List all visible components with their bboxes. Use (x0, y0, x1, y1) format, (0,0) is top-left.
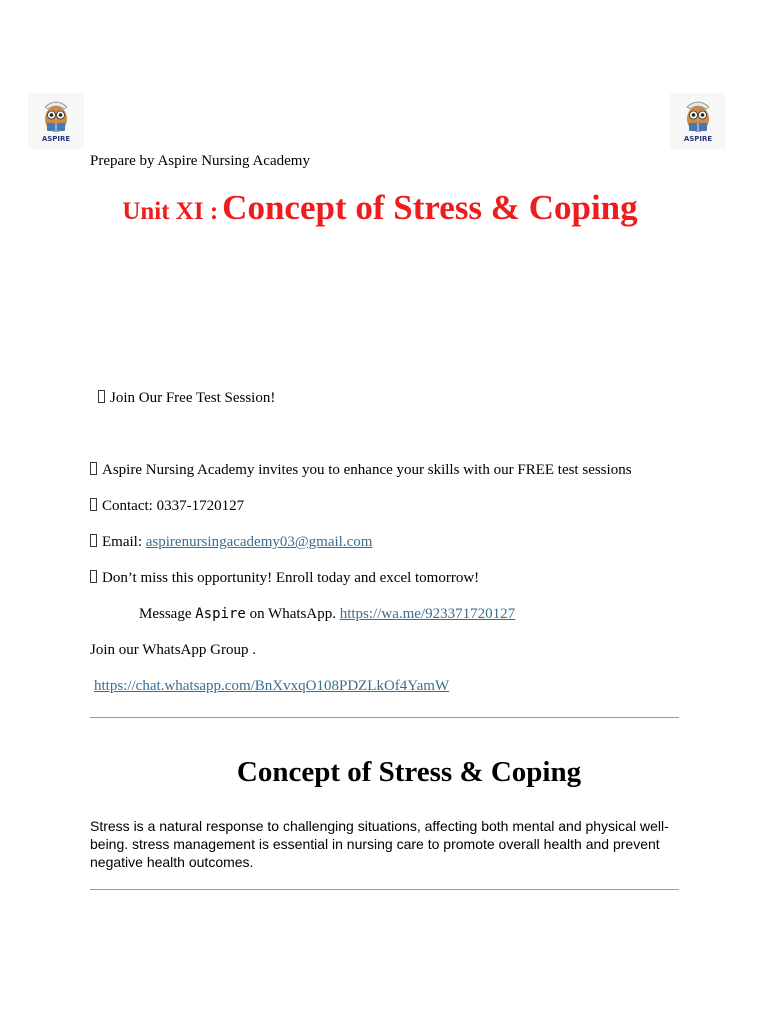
unit-name: Concept of Stress & Coping (222, 188, 638, 227)
message-suffix: on WhatsApp. (249, 606, 336, 622)
group-text: Join our WhatsApp Group . (90, 642, 256, 658)
prepared-by-text: Prepare by Aspire Nursing Academy (90, 153, 310, 169)
missing-glyph-icon (90, 534, 97, 547)
whatsapp-link[interactable]: https://wa.me/923371720127 (339, 606, 516, 622)
whatsapp-message-line (139, 606, 515, 623)
divider-top (90, 717, 679, 718)
intro-paragraph: Stress is a natural response to challenging situations, affecting both mental and physical well-being. stress management is essential in nursing care to promote overall health and prevent negative health outcomes. (90, 818, 669, 870)
missing-glyph-icon (90, 570, 97, 583)
missing-glyph-icon (90, 498, 97, 511)
aspire-logo-right (670, 93, 726, 149)
group-line (94, 678, 449, 695)
invite-line (90, 462, 632, 479)
whatsapp-group-link[interactable]: https://chat.whatsapp.com/BnXvxqO108PDZLkOf4YamW (94, 678, 450, 694)
missing-glyph-icon (98, 390, 105, 403)
divider-bottom (90, 889, 679, 890)
contact-text: Contact: 0337-1720127 (102, 498, 245, 514)
message-name: Aspire (195, 606, 246, 622)
unit-title (0, 188, 760, 228)
dont-miss-text: Don’t miss this opportunity! Enroll today and excel tomorrow! (102, 570, 480, 586)
dont-miss-line (90, 570, 479, 587)
email-line (90, 534, 372, 551)
invite-text: Aspire Nursing Academy invites you to enhance your skills with our FREE test sessions (102, 462, 632, 478)
aspire-logo-left (28, 93, 84, 149)
email-link[interactable]: aspirenursingacademy03@gmail.com (145, 534, 373, 550)
section-heading: Concept of Stress & Coping (236, 756, 582, 788)
join-session-text: Join Our Free Test Session! (110, 390, 276, 406)
svg-text:ASPIRE: ASPIRE (41, 135, 71, 143)
email-label: Email: (102, 534, 142, 550)
unit-label: Unit XI : (122, 198, 219, 225)
message-prefix: Message (139, 606, 192, 622)
svg-text:ASPIRE: ASPIRE (683, 135, 713, 143)
missing-glyph-icon (90, 462, 97, 475)
contact-line (90, 498, 244, 515)
join-session-line (98, 390, 275, 407)
